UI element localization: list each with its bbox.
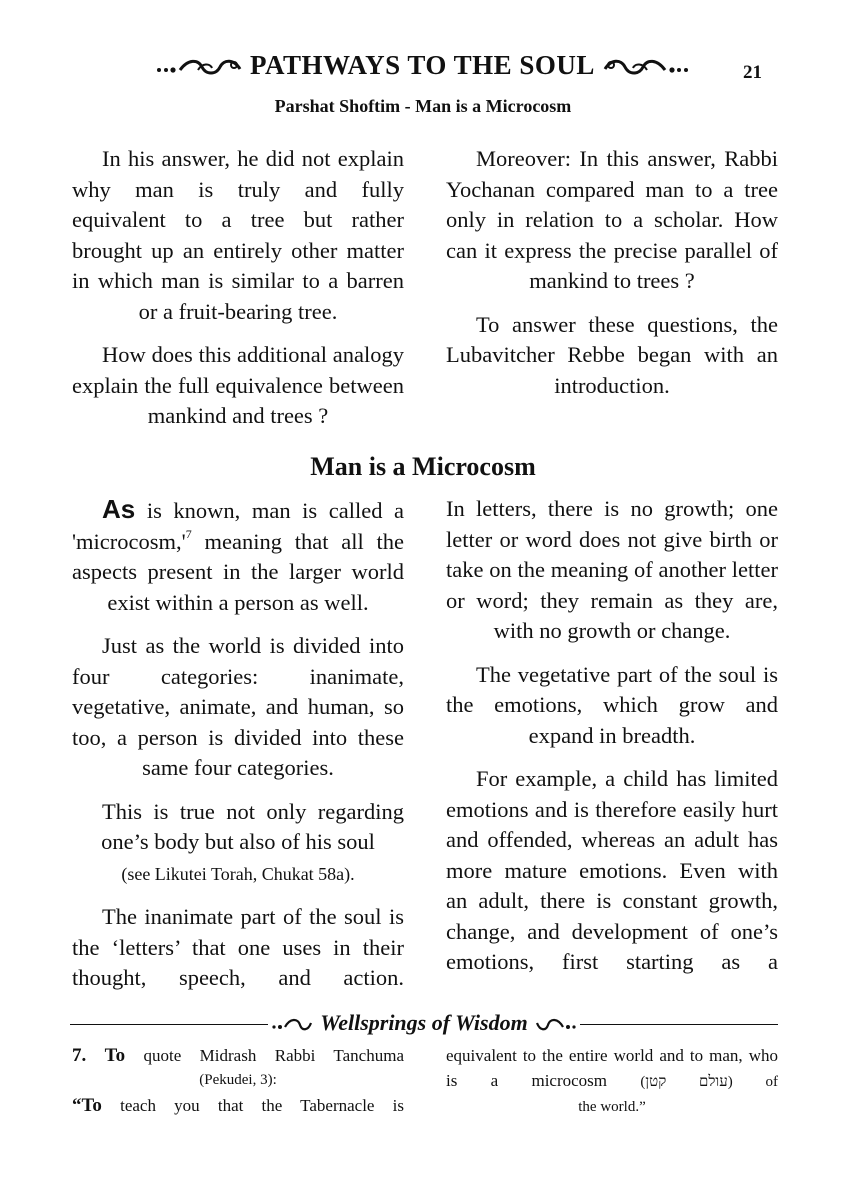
footnote-number: 7.	[72, 1045, 87, 1066]
section-right-column	[446, 494, 778, 991]
section-right-paragraph-2: The vegetative part of the soul is the emotions, which grow and expand in breadth.	[446, 661, 778, 748]
footnote-text: teach you that the Tabernacle is	[101, 1096, 404, 1115]
section-left-paragraph-3	[72, 797, 404, 890]
intro-right-column	[446, 144, 778, 414]
section-right-paragraph-1: In letters, there is no growth; one letter or word does not give birth or take on the meaning of another letter or word; they remain as they are, with no growth or change.	[446, 496, 778, 643]
footnote-quote-line	[72, 1093, 404, 1118]
intro-right-paragraph-2: To answer these questions, the Lubavitcher Rebbe began with an introduction.	[446, 311, 778, 398]
lead-word: As	[102, 494, 136, 524]
flourish-small-left-icon	[268, 1013, 314, 1033]
footnote-text: of	[732, 1074, 779, 1090]
footnote-text: equivalent to the entire world and to man, who is a microcosm	[446, 1046, 778, 1090]
flourish-right-icon	[599, 53, 691, 79]
section-heading: Man is a Microcosm	[310, 452, 536, 481]
section-left-paragraph-2: Just as the world is divided into four categories: inanimate, vegetative, animate, and human, so too, a person is divided into these same four categories.	[72, 633, 404, 780]
section-left-paragraph-4: The inanimate part of the soul is the ‘letters’ that one uses in their thought, speech, and action.	[72, 904, 404, 990]
footnote-reference: 7	[185, 527, 192, 541]
flourish-left-icon	[154, 53, 246, 79]
section-left-paragraph-1	[72, 494, 404, 618]
footnote-reference-line: (Pekudei, 3):	[199, 1072, 277, 1088]
flourish-small-right-icon	[534, 1013, 580, 1033]
section-right-paragraph-3: For example, a child has limited emotions and is therefore easily hurt and offended, whereas an adult has more mature emotions. Even with an adult, there is constant growth, change, and development of one’s emotions, first starting as a	[446, 766, 778, 974]
header-title-row	[130, 50, 715, 81]
paragraph-text: is known, man is called a 'microcosm,'	[72, 498, 404, 554]
footnote-left-column	[72, 1043, 404, 1118]
footnote-right-column	[446, 1043, 778, 1120]
intro-left-paragraph-2: How does this additional analogy explain the full equivalence between mankind and trees ?	[72, 342, 404, 428]
footnote-lead: To	[104, 1045, 126, 1066]
intro-left-column	[72, 144, 404, 445]
footnote-right-end: the world.”	[578, 1099, 646, 1115]
divider-label-row	[70, 1010, 778, 1036]
page-header	[0, 48, 846, 92]
page-number: 21	[743, 62, 762, 83]
intro-left-paragraph-1: In his answer, he did not explain why man is truly and fully equivalent to a tree but rather brought up an entirely other matter in which man is similar to a barren or a fruit-bearing tree.	[72, 146, 404, 324]
source-citation: (see Likutei Torah, Chukat 58a).	[121, 863, 355, 884]
footnote-text: quote Midrash Rabbi Tanchuma	[125, 1046, 404, 1065]
hebrew-term: (עולם קטן)	[640, 1074, 733, 1090]
footnote-divider	[70, 1010, 778, 1040]
paragraph-text: meaning that all the aspects present in the larger world exist within a person as well.	[72, 528, 404, 615]
section-left-column	[72, 494, 404, 1007]
paragraph-text: This is true not only regarding one’s body but also of his soul	[101, 798, 404, 854]
divider-label: Wellsprings of Wisdom	[314, 1010, 533, 1036]
footnote-line-1	[72, 1043, 404, 1068]
footnote-right-text	[446, 1043, 778, 1095]
running-title: PATHWAYS TO THE SOUL	[250, 50, 595, 80]
footnote-quote-lead: “To	[72, 1095, 102, 1116]
page-subtitle: Parshat Shoftim - Man is a Microcosm	[274, 96, 572, 116]
intro-right-paragraph-1: Moreover: In this answer, Rabbi Yochanan compared man to a tree only in relation to a scholar. How can it express the precise parallel of mankind to trees ?	[446, 146, 778, 293]
